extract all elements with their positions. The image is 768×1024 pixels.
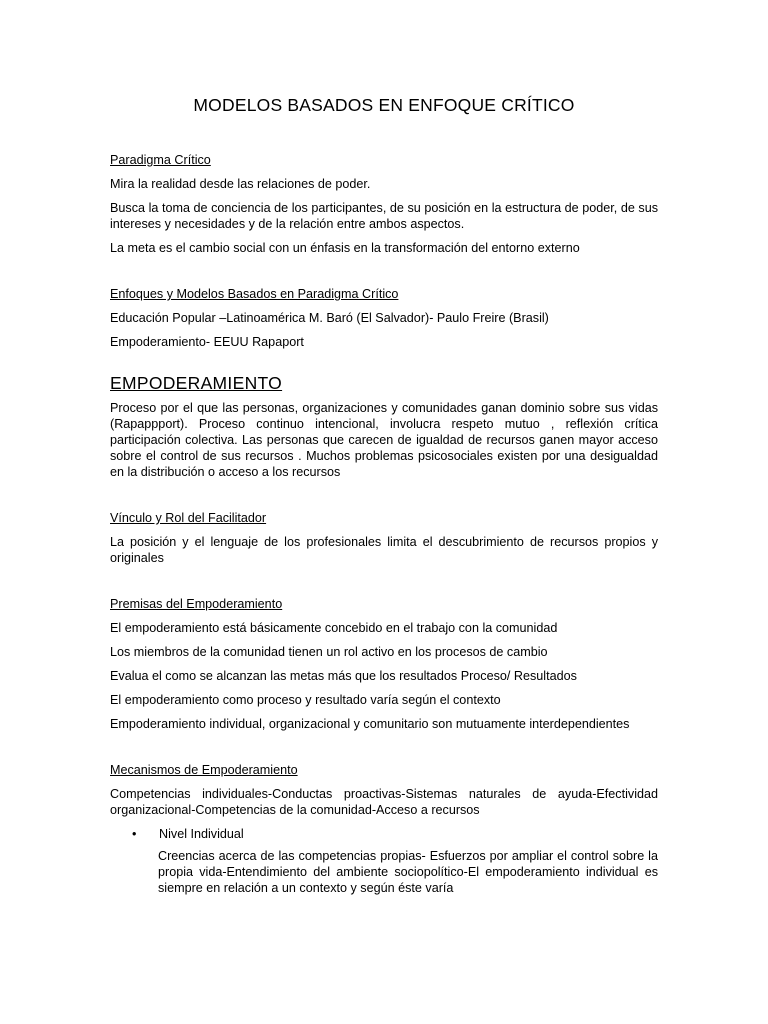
paragraph: Los miembros de la comunidad tienen un rol activo en los procesos de cambio [110,645,548,659]
bullet-label: Nivel Individual [159,827,244,841]
section-heading-paradigma-critico: Paradigma Crítico [110,153,211,167]
section-heading-empoderamiento: EMPODERAMIENTO [110,373,283,393]
section-heading-enfoques-modelos: Enfoques y Modelos Basados en Paradigma Crítico [110,287,399,301]
paragraph: La meta es el cambio social con un énfasis en la transformación del entorno externo [110,241,580,255]
paragraph: El empoderamiento como proceso y resultado varía según el contexto [110,693,501,707]
bullet-item-nivel-individual [110,826,658,842]
paragraph: Busca la toma de conciencia de los participantes, de su posición en la estructura de poder, de sus intereses y necesidades y de la relación entre ambos aspectos. [110,201,658,231]
paragraph: La posición y el lenguaje de los profesionales limita el descubrimiento de recursos propios y originales [110,535,658,565]
paragraph: El empoderamiento está básicamente concebido en el trabajo con la comunidad [110,621,558,635]
indented-paragraph: Creencias acerca de las competencias propias- Esfuerzos por ampliar el control sobre la propia vida-Entendimiento del ambiente sociopolítico-El empoderamiento individual es siempre en relación a un contexto y según éste varía [158,849,658,895]
section-heading-vinculo-rol: Vínculo y Rol del Facilitador [110,511,267,525]
paragraph: Mira la realidad desde las relaciones de poder. [110,177,371,191]
document-body [110,94,658,904]
paragraph: Proceso por el que las personas, organizaciones y comunidades ganan dominio sobre sus vidas (Rapappport). Proceso continuo intencional, involucra respeto mutuo , reflexión crítica participación colectiva. Las personas que carecen de igualdad de recursos ganen mayor acceso sobre el control de sus recursos . Muchos problemas psicosociales existen por una desigualdad en la distribución o acceso a los recursos [110,401,658,479]
paragraph: Competencias individuales-Conductas proactivas-Sistemas naturales de ayuda-Efectividad organizacional-Competencias de la comunidad-Acceso a recursos [110,787,658,817]
bullet-icon: • [132,827,137,841]
document-title: MODELOS BASADOS EN ENFOQUE CRÍTICO [193,95,575,115]
paragraph: Educación Popular –Latinoamérica M. Baró (El Salvador)- Paulo Freire (Brasil) [110,311,549,325]
section-heading-premisas: Premisas del Empoderamiento [110,597,283,611]
paragraph: Evalua el como se alcanzan las metas más que los resultados Proceso/ Resultados [110,669,577,683]
section-heading-mecanismos: Mecanismos de Empoderamiento [110,763,298,777]
paragraph: Empoderamiento individual, organizacional y comunitario son mutuamente interdependientes [110,717,630,731]
paragraph: Empoderamiento- EEUU Rapaport [110,335,304,349]
